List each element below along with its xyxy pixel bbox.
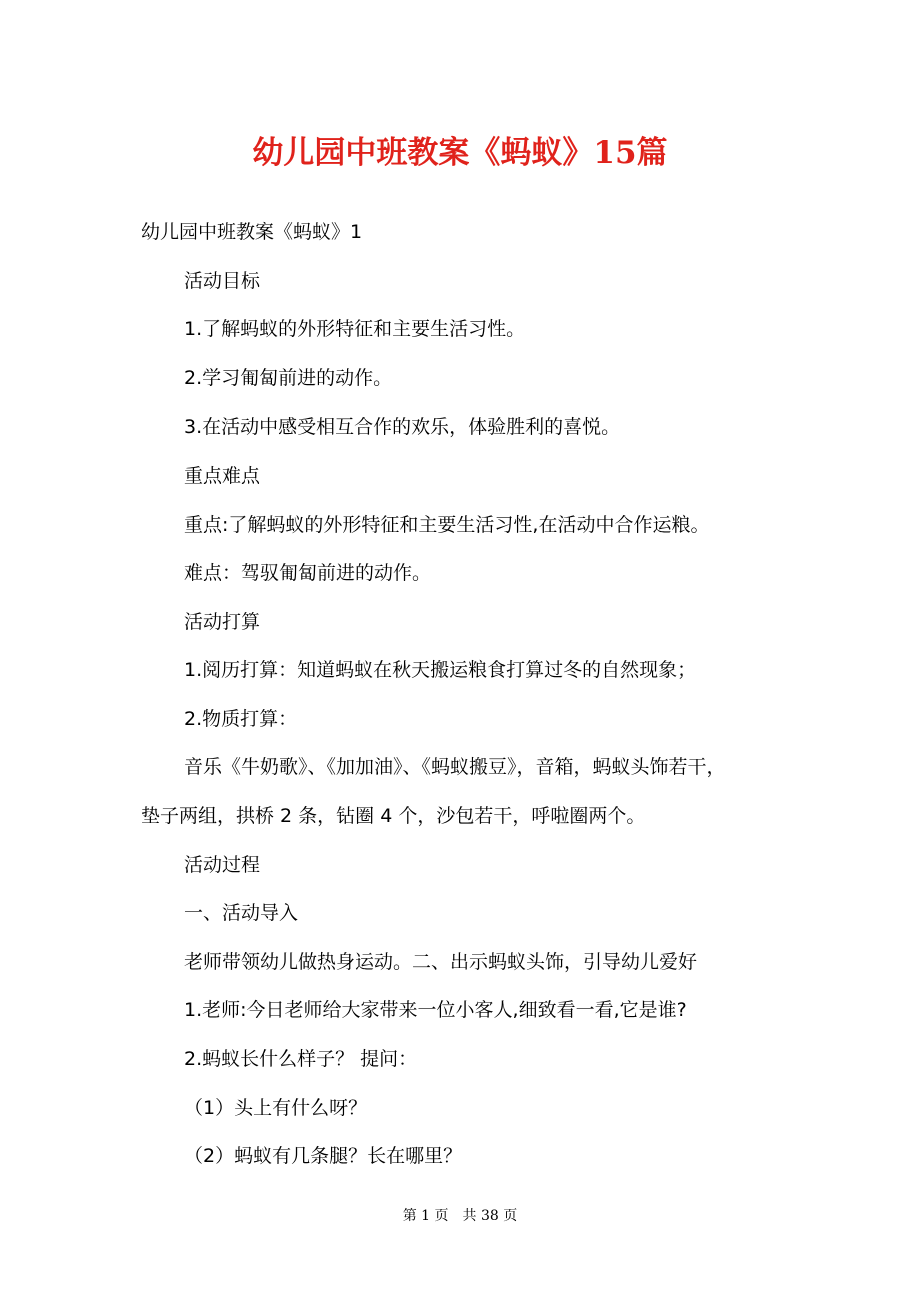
paragraph-line: 1.了解蚂蚁的外形特征和主要生活习性。 [184, 318, 526, 340]
paragraph-line: 1.老师:今日老师给大家带来一位小客人,细致看一看,它是谁? [184, 999, 687, 1021]
paragraph-line: 一、活动导入 [184, 902, 299, 924]
paragraph-line: 活动目标 [184, 270, 261, 292]
paragraph-line: 老师带领幼儿做热身运动。二、出示蚂蚁头饰，引导幼儿爱好 [184, 951, 698, 973]
paragraph-line: 1.阅历打算：知道蚂蚁在秋天搬运粮食打算过冬的自然现象； [184, 659, 697, 681]
page-footer: 第 1 页 共 38 页 [402, 1208, 518, 1224]
paragraph-line: 2.学习匍匐前进的动作。 [184, 367, 393, 389]
paragraph-line: 3.在活动中感受相互合作的欢乐，体验胜利的喜悦。 [184, 416, 621, 438]
paragraph-line: （2）蚂蚁有几条腿？长在哪里？ [184, 1145, 463, 1167]
paragraph-line: （1）头上有什么呀？ [184, 1097, 368, 1119]
paragraph-line: 2.物质打算： [184, 708, 298, 730]
document-title: 幼儿园中班教案《蚂蚁》15篇 [252, 135, 668, 171]
paragraph-line: 难点：驾驭匍匐前进的动作。 [184, 562, 432, 584]
paragraph-line: 活动打算 [184, 611, 261, 633]
section-heading: 幼儿园中班教案《蚂蚁》1 [141, 221, 363, 243]
paragraph-line: 音乐《牛奶歌》、《加加油》、《蚂蚁搬豆》，音箱，蚂蚁头饰若干， [184, 756, 726, 778]
paragraph-line: 垫子两组，拱桥 2 条，钻圈 4 个，沙包若干，呼啦圈两个。 [141, 805, 646, 827]
paragraph-line: 活动过程 [184, 854, 261, 876]
paragraph-line: 重点:了解蚂蚁的外形特征和主要生活习性,在活动中合作运粮。 [184, 514, 710, 536]
paragraph-line: 重点难点 [184, 465, 261, 487]
paragraph-line: 2.蚂蚁长什么样子？ 提问： [184, 1048, 418, 1070]
